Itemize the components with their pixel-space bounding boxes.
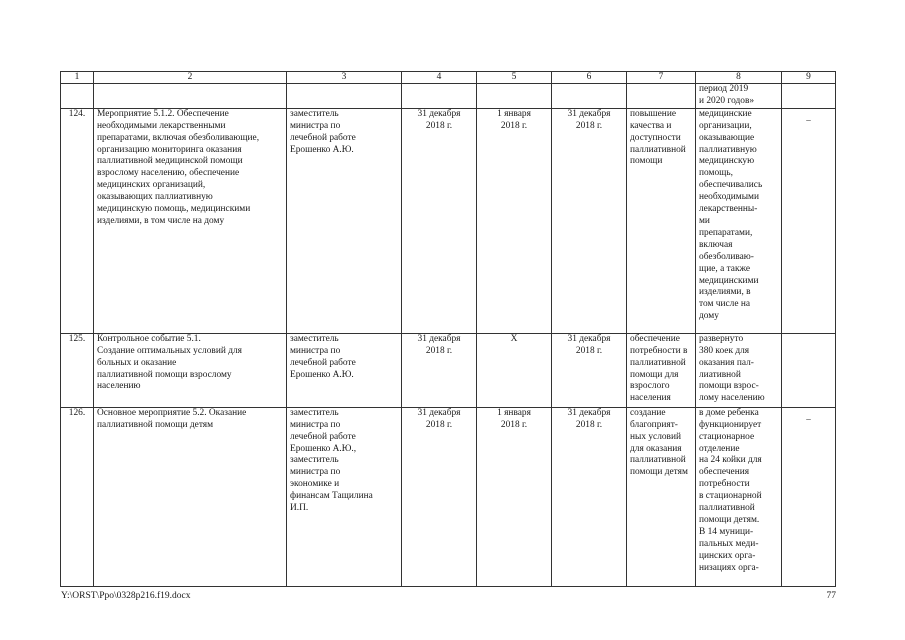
activity-cell: Основное мероприятие 5.2. Оказание паллиативной помощи детям [94, 407, 287, 586]
date-cell: 31 декабря 2018 г. [402, 333, 477, 407]
row-number-cell: 124. [61, 108, 94, 333]
expected-result-cell: повышение качества и доступности паллиативной помощи [627, 108, 696, 333]
table-cell [61, 84, 94, 109]
date-cell: 1 января 2018 г. [477, 407, 552, 586]
result-cell: медицинские организации, оказывающие паллиативную медицинскую помощь, обеспечивались необходимыми лекарственны- ми препаратами, включая обезболиваю- щие, а также медицинскими изделиями, в том числе на дому [696, 108, 782, 333]
responsible-cell: заместитель министра по лечебной работе Ерошенко А.Ю., заместитель министра по экономике и финансам Тащилина И.П. [287, 407, 402, 586]
note-cell [782, 333, 836, 407]
table-cell [552, 84, 627, 109]
column-number-row [61, 72, 836, 84]
date-cell: 31 декабря 2018 г. [552, 407, 627, 586]
note-cell [782, 407, 836, 586]
note-cell [782, 108, 836, 333]
column-number-header: 4 [402, 72, 477, 84]
date-cell: 31 декабря 2018 г. [402, 108, 477, 333]
table-cell [477, 84, 552, 109]
table-cell [287, 84, 402, 109]
responsible-cell: заместитель министра по лечебной работе Ерошенко А.Ю. [287, 333, 402, 407]
column-number-header: 2 [94, 72, 287, 84]
date-cell: 31 декабря 2018 г. [402, 407, 477, 586]
table-row [61, 108, 836, 333]
column-number-header: 9 [782, 72, 836, 84]
date-cell: Х [477, 333, 552, 407]
table-row [61, 333, 836, 407]
column-number-header: 6 [552, 72, 627, 84]
plan-table [60, 71, 836, 587]
result-cell: период 2019 и 2020 годов» [696, 84, 782, 109]
row-number-cell: 126. [61, 407, 94, 586]
row-number-cell: 125. [61, 333, 94, 407]
activity-cell: Мероприятие 5.1.2. Обеспечение необходимыми лекарственными препаратами, включая обезболивающие, организацию мониторинга оказания паллиативной медицинской помощи взрослому населению, обеспечение медицинских организаций, оказывающих паллиативную медицинскую помощь, медицинскими изделиями, в том числе на дому [94, 108, 287, 333]
date-cell: 31 декабря 2018 г. [552, 333, 627, 407]
expected-result-cell: обеспечение потребности в паллиативной помощи для взрослого населения [627, 333, 696, 407]
table-cell [94, 84, 287, 109]
column-number-header: 7 [627, 72, 696, 84]
table-row [61, 407, 836, 586]
footer-file-path: Y:\ORST\Ppo\0328p216.f19.docx [61, 591, 191, 601]
page-number: 77 [826, 591, 836, 601]
dash-mark: – [806, 114, 811, 125]
column-number-header: 8 [696, 72, 782, 84]
continuation-row [61, 84, 836, 109]
column-number-header: 3 [287, 72, 402, 84]
responsible-cell: заместитель министра по лечебной работе Ерошенко А.Ю. [287, 108, 402, 333]
result-cell: в доме ребенка функционирует стационарное отделение на 24 койки для обеспечения потребности в стационарной паллиативной помощи детям. В 14 муници- пальных меди- цинских орга- низациях орга- [696, 407, 782, 586]
table-cell [402, 84, 477, 109]
result-cell: развернуто 380 коек для оказания пал- лиативной помощи взрос- лому населению [696, 333, 782, 407]
date-cell: 31 декабря 2018 г. [552, 108, 627, 333]
date-cell: 1 января 2018 г. [477, 108, 552, 333]
activity-cell: Контрольное событие 5.1. Создание оптимальных условий для больных и оказание паллиативной помощи взрослому населению [94, 333, 287, 407]
table-cell [782, 84, 836, 109]
column-number-header: 5 [477, 72, 552, 84]
table-cell [627, 84, 696, 109]
column-number-header: 1 [61, 72, 94, 84]
dash-mark: – [806, 413, 811, 424]
expected-result-cell: создание благоприят- ных условий для оказания паллиативной помощи детям [627, 407, 696, 586]
